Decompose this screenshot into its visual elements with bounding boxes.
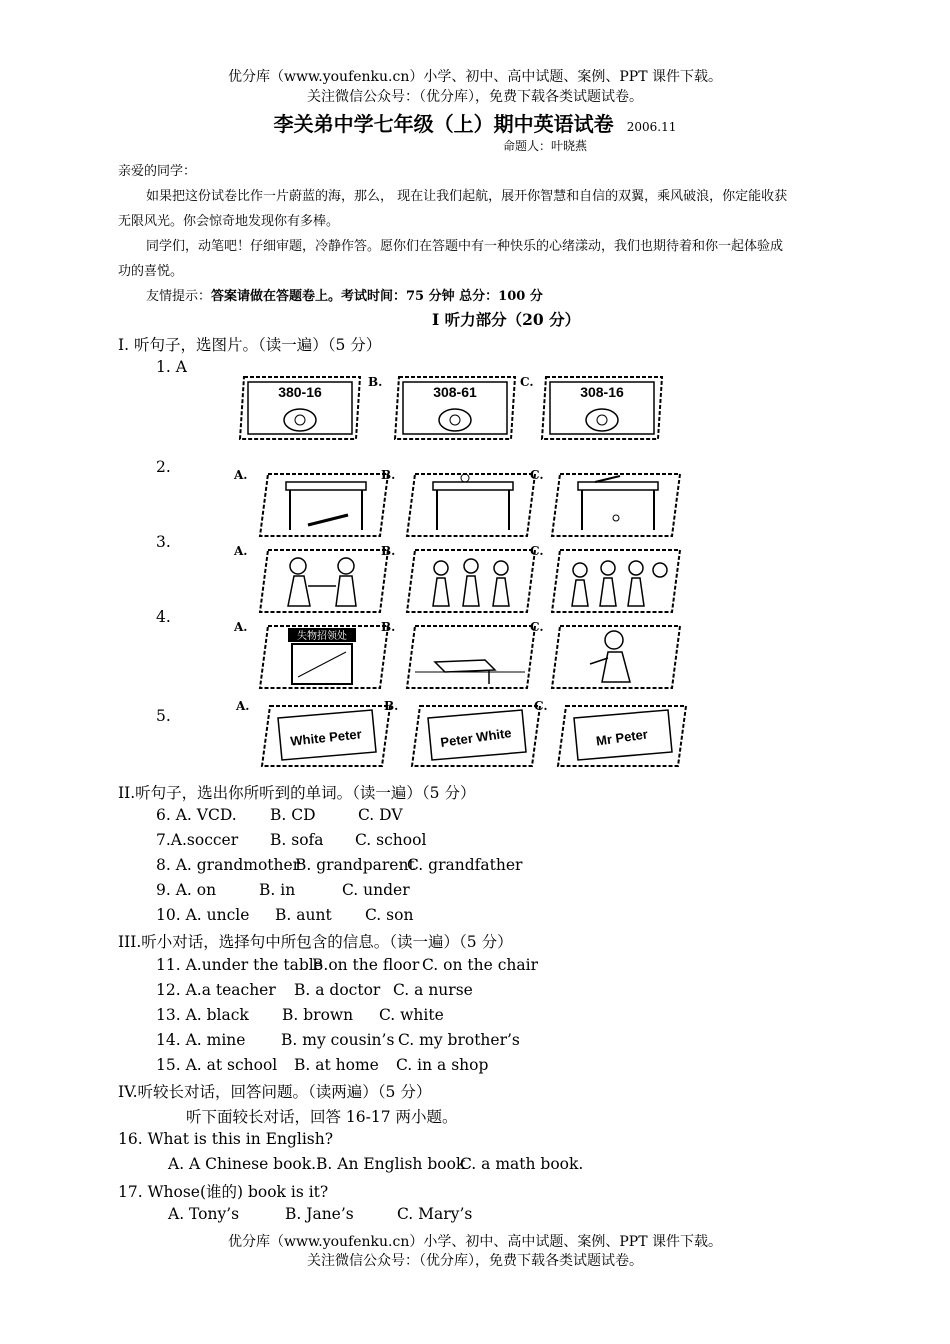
q2-option-a-image: [258, 470, 390, 542]
q5-label-c: C.: [534, 699, 548, 713]
greeting: 亲爱的同学：: [118, 164, 197, 179]
q1-option-c-image: [540, 373, 665, 445]
q16-option-c: C. a math book.: [460, 1155, 584, 1173]
q5-option-c-image: [556, 702, 688, 772]
q2-option-c-image: [550, 470, 682, 542]
q4-label-c: C.: [530, 620, 544, 634]
listening-heading: I 听力部分（20 分）: [432, 310, 581, 329]
q15-option-c: C. in a shop: [396, 1056, 489, 1074]
q3-label-a: A.: [234, 544, 248, 558]
site-header-line1: 优分库（www.youfenku.cn）小学、初中、高中试题、案例、PPT 课件下载。: [227, 69, 722, 85]
q8-option-c: C. grandfather: [407, 856, 523, 874]
name-card-a: White Peter: [289, 726, 363, 749]
q5-label-a: A.: [236, 699, 250, 713]
q9-option-a: 9. A. on: [156, 881, 217, 899]
exam-title-row: [0, 108, 950, 137]
q1-option-a-image: [238, 373, 363, 445]
intro-paragraph-2b: 功的喜悦。: [118, 264, 184, 279]
q4-label-b: B.: [381, 620, 396, 634]
q2-label-b: B.: [381, 468, 396, 482]
q5-option-a-image: [260, 702, 392, 772]
q2-label-a: A.: [234, 468, 248, 482]
q1-label-b: B.: [368, 375, 383, 389]
name-card-b: Peter White: [439, 725, 513, 750]
q5-option-b-image: [410, 702, 542, 772]
q8-option-a: 8. A. grandmother: [156, 856, 301, 874]
intro-paragraph-1b: 无限风光。你会惊奇地发现你有多棒。: [118, 214, 340, 229]
q11-option-a: 11. A.under the table: [156, 956, 323, 974]
q9-option-c: C. under: [342, 881, 410, 899]
q2-number: 2.: [156, 458, 171, 476]
part4-instruction: 听下面较长对话，回答 16-17 两小题。: [186, 1108, 458, 1126]
q17-option-b: B. Jane’s: [285, 1205, 354, 1223]
q13-option-a: 13. A. black: [156, 1006, 249, 1024]
site-footer-line1: 优分库（www.youfenku.cn）小学、初中、高中试题、案例、PPT 课件下载。: [227, 1234, 722, 1250]
q14-option-b: B. my cousin’s: [281, 1031, 395, 1049]
q4-number: 4.: [156, 608, 171, 626]
q4-option-a-image: [258, 622, 390, 694]
q3-label-c: C.: [530, 544, 544, 558]
q1-number: 1. A: [156, 358, 187, 376]
q10-option-c: C. son: [365, 906, 414, 924]
q7-option-a: 7.A.soccer: [156, 831, 239, 849]
part3-title: III.听小对话，选择句中所包含的信息。（读一遍）（5 分）: [118, 933, 513, 951]
q13-option-c: C. white: [379, 1006, 444, 1024]
name-card-c: Mr Peter: [595, 726, 649, 749]
q16-option-b: B. An English book: [316, 1155, 466, 1173]
q3-label-b: B.: [381, 544, 396, 558]
q16-option-a: A. A Chinese book.: [168, 1155, 317, 1173]
q5-label-b: B.: [384, 699, 399, 713]
q7-option-b: B. sofa: [270, 831, 324, 849]
q3-option-c-image: [550, 546, 682, 618]
q6-option-a: 6. A. VCD.: [156, 806, 237, 824]
exam-title: 李关弟中学七年级（上）期中英语试卷: [273, 112, 614, 136]
q12-option-b: B. a doctor: [294, 981, 381, 999]
q17-question: 17. Whose(谁的) book is it?: [118, 1183, 329, 1201]
lost-found-sign: 失物招领处: [297, 631, 347, 642]
q2-option-b-image: [405, 470, 537, 542]
q11-option-b: B.on the floor: [312, 956, 420, 974]
q9-option-b: B. in: [259, 881, 296, 899]
q2-label-c: C.: [530, 468, 544, 482]
phone-number-c: 308-16: [580, 384, 624, 400]
site-footer-line2: 关注微信公众号：（优分库），免费下载各类试题试卷。: [307, 1253, 643, 1269]
part2-title: II.听句子，选出你所听到的单词。（读一遍）（5 分）: [118, 784, 476, 802]
q15-option-b: B. at home: [294, 1056, 379, 1074]
intro-paragraph-1a: 如果把这份试卷比作一片蔚蓝的海，那么， 现在让我们起航，展开你智慧和自信的双翼，乘风破浪，你定能收获: [146, 189, 788, 204]
q6-option-b: B. CD: [270, 806, 316, 824]
q4-label-a: A.: [234, 620, 248, 634]
phone-number-b: 308-61: [433, 384, 477, 400]
q7-option-c: C. school: [355, 831, 427, 849]
friendly-tip: [146, 285, 543, 304]
exam-author: 命题人：叶晓燕: [503, 139, 588, 153]
q10-option-b: B. aunt: [275, 906, 332, 924]
q3-number: 3.: [156, 533, 171, 551]
part4-title: IV.听较长对话，回答问题。（读两遍）（5 分）: [118, 1083, 432, 1101]
q14-option-a: 14. A. mine: [156, 1031, 246, 1049]
q16-question: 16. What is this in English?: [118, 1130, 334, 1148]
q13-option-b: B. brown: [282, 1006, 354, 1024]
part1-title: I. 听句子，选图片。（读一遍）（5 分）: [118, 336, 382, 354]
q3-option-a-image: [258, 546, 390, 618]
q10-option-a: 10. A. uncle: [156, 906, 250, 924]
tip-text: 答案请做在答题卷上。考试时间：75 分钟 总分：100 分: [211, 289, 543, 304]
tip-label: 友情提示：: [146, 289, 212, 304]
q1-label-c: C.: [520, 375, 534, 389]
q15-option-a: 15. A. at school: [156, 1056, 278, 1074]
q17-option-a: A. Tony’s: [168, 1205, 240, 1223]
phone-number-a: 380-16: [278, 384, 322, 400]
q6-option-c: C. DV: [358, 806, 403, 824]
q3-option-b-image: [405, 546, 537, 618]
exam-date: 2006.11: [626, 120, 677, 134]
q12-option-c: C. a nurse: [393, 981, 473, 999]
q5-number: 5.: [156, 707, 171, 725]
q1-option-b-image: [393, 373, 518, 445]
q4-option-b-image: [405, 622, 537, 694]
intro-paragraph-2a: 同学们，动笔吧！仔细审题，冷静作答。愿你们在答题中有一种快乐的心绪漾动，我们也期待着和你一起体验成: [146, 239, 784, 254]
q17-option-c: C. Mary’s: [397, 1205, 473, 1223]
q4-option-c-image: [550, 622, 682, 694]
q12-option-a: 12. A.a teacher: [156, 981, 276, 999]
site-header-line2: 关注微信公众号：（优分库），免费下载各类试题试卷。: [307, 89, 643, 105]
q11-option-c: C. on the chair: [422, 956, 538, 974]
q14-option-c: C. my brother’s: [398, 1031, 520, 1049]
q8-option-b: B. grandparent: [295, 856, 415, 874]
